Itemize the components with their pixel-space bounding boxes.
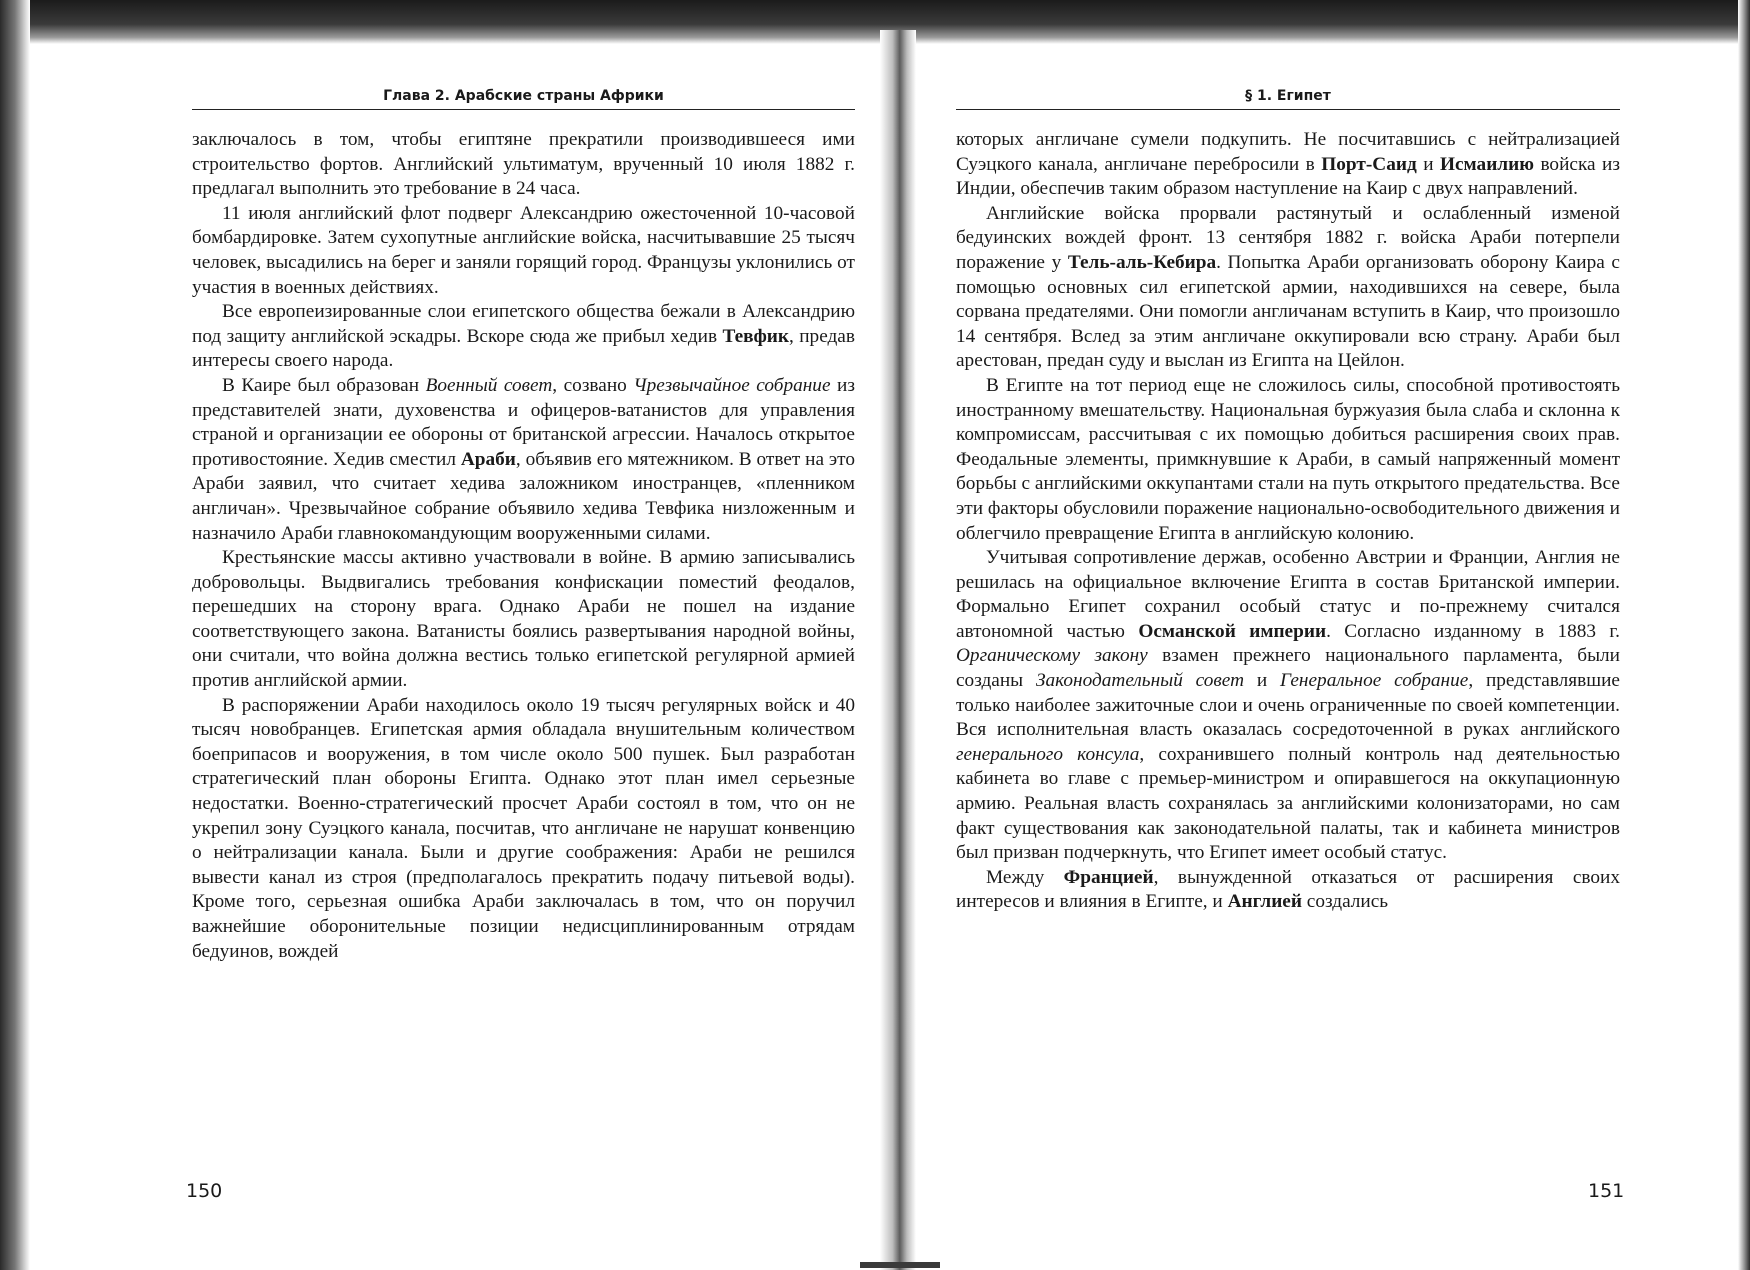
scanner-shadow-top — [0, 0, 1750, 44]
left-page-number: 150 — [186, 1180, 223, 1202]
text-run: , предав интересы своего народа. — [192, 325, 855, 372]
italic-term: Чрезвычайное собрание — [633, 374, 831, 396]
bold-term: Араби — [460, 448, 516, 470]
right-page — [956, 88, 1620, 915]
text-run: которых англичане сумели подкупить. Не посчитавшись с нейтрализацией Суэцкого канала, англичане перебросили в — [956, 129, 1620, 175]
text-run: Английские войска прорвали растянутый и ослабленный изменой бедуинских вождей фронт. 13 сентября 1882 г. войска Араби потерпели поражение у — [956, 202, 1620, 273]
text-run: Все европеизированные слои египетского общества бежали в Александрию под защиту английской эскадры. Вскоре сюда же прибыл хедив — [192, 301, 855, 347]
paragraph — [192, 694, 855, 965]
bold-term: Османской империи — [1138, 620, 1327, 642]
text-run: В распоряжении Араби находилось около 19 тысяч регулярных войск и 40 тысяч новобранцев. Египетская армия обладала внушительным количеством боеприпасов и вооружения, в том числе около 500 пушек. Был разработан стратегический план обороны Египта. Однако этот план имел серьезные недостатки. Военно-стратегический просчет Араби состоял в том, что он не укрепил зону Суэцкого канала, посчитав, что англичане не нарушат конвенцию о нейтрализации канала. Были и другие соображения: Араби не решился вывести канал из строя (предполагалось прекратить подачу питьевой воды). Кроме того, серьезная ошибка Араби заключалась в том, что он поручил важнейшие оборонительные позиции недисциплинированным отрядам бедуинов, вождей — [192, 694, 855, 962]
right-page-text — [956, 128, 1620, 915]
paragraph — [956, 546, 1620, 866]
text-run: создались — [1301, 891, 1389, 913]
paragraph — [192, 300, 855, 374]
text-run: , объявив его мятежником. В ответ на это Араби заявил, что считает хедива заложником иностранцев, «пленником англичан». Чрезвычайное собрание объявило хедива Тевфика низложенным и назначило Араби главнокомандующим вооруженными силами. — [192, 448, 855, 544]
italic-term: Генеральное собрание — [1279, 670, 1469, 692]
text-run: , вынужденной отказаться от расширения своих интересов и влияния в Египте, и — [956, 866, 1620, 913]
bold-term: Тель-аль-Кебира — [1067, 251, 1217, 273]
text-run: 11 июля английский флот подверг Александрию ожесточенной 10-часовой бомбардировке. Затем сухопутные английские войска, насчитывавшие 25 тысяч человек, высадились на берег и заняли горящий город. Французы уклонились от участия в военных действиях. — [192, 202, 855, 298]
scanner-shadow-left — [0, 0, 30, 1270]
bold-term: Порт-Саид — [1321, 153, 1417, 175]
text-run: из представителей знати, духовенства и офицеров-ватанистов для управления страной и организации ее обороны от британской агрессии. Началось открытое противостояние. Хедив сместил — [192, 374, 855, 470]
text-run: Крестьянские массы активно участвовали в войне. В армию записывались добровольцы. Выдвигались требования конфискации поместий феодалов, перешедших на сторону врага. Однако Араби не пошел на издание соответствующего закона. Ватанисты боялись развертывания народной войны, они считали, что война должна вестись только египетской регулярной армией против английской армии. — [192, 547, 855, 692]
text-run: и — [1416, 153, 1440, 175]
text-run: , представлявшие только наиболее зажиточные слои и очень ограниченные по своей компетенции. Вся исполнительная власть оказалась сосредоточенной в руках английского — [956, 670, 1620, 741]
text-run: войска из Индии, обеспечив таким образом наступление на Каир с двух направлений. — [956, 153, 1620, 200]
left-running-head: Глава 2. Арабские страны Африки — [192, 88, 855, 110]
paragraph — [192, 374, 855, 546]
text-run: . Согласно изданному в 1883 г. — [1326, 620, 1620, 642]
italic-term: Военный совет — [425, 374, 553, 396]
italic-term: генерального консула — [956, 743, 1140, 765]
text-run: , сохранившего полный контроль над деятельностью кабинета во главе с премьер-министром и опиравшегося на оккупационную армию. Реальная власть сохранялась за английскими колонизаторами, но сам факт существования как законодательной палаты, так и кабинета министров был призван подчеркнуть, что Египет имеет особый статус. — [956, 743, 1620, 864]
text-run: Учитывая сопротивление держав, особенно Австрии и Франции, Англия не решилась на официальное включение Египта в состав Британской империи. Формально Египет сохранил особый статус и по-прежнему считался автономной частью — [956, 547, 1620, 642]
text-run: , созвано — [552, 374, 634, 396]
bold-term: Англией — [1227, 891, 1302, 913]
italic-term: Законодательный совет — [1035, 670, 1244, 692]
text-run: взамен прежнего национального парламента, были созданы — [956, 645, 1620, 692]
bold-term: Тевфик — [722, 325, 790, 347]
scanner-shadow-right — [1738, 0, 1750, 1270]
left-page-text — [192, 128, 855, 964]
paragraph — [192, 202, 855, 300]
paragraph — [956, 866, 1620, 915]
bold-term: Францией — [1063, 866, 1154, 888]
text-run: В Каире был образован — [222, 374, 426, 396]
left-page — [192, 88, 855, 964]
paragraph — [956, 128, 1620, 202]
paragraph — [192, 546, 855, 694]
italic-term: Органическому закону — [956, 645, 1148, 667]
paragraph — [192, 128, 855, 202]
text-run: заключалось в том, чтобы египтяне прекратили производившееся ими строительство фортов. Английский ультиматум, врученный 10 июля 1882 г. предлагал выполнить это требование в 24 часа. — [192, 129, 855, 200]
right-page-number: 151 — [1588, 1180, 1625, 1202]
paragraph — [956, 374, 1620, 546]
paragraph — [956, 202, 1620, 374]
text-run: Между — [986, 866, 1064, 888]
right-running-head: § 1. Египет — [956, 88, 1620, 110]
bold-term: Исмаилию — [1440, 153, 1534, 175]
text-run: и — [1244, 670, 1280, 692]
text-run: . Попытка Араби организовать оборону Каира с помощью основных сил египетской армии, находившихся на севере, была сорвана предателями. Они помогли англичанам вступить в Каир, что произошло 14 сентября. Вслед за этим англичане оккупировали всю страну. Араби был арестован, предан суду и выслан из Египта на Цейлон. — [956, 251, 1620, 372]
gutter-bottom-mark — [860, 1262, 940, 1268]
text-run: В Египте на тот период еще не сложилось силы, способной противостоять иностранному вмешательству. Национальная буржуазия была слаба и склонна к компромиссам, рассчитывая с их помощью добиться расширения своих прав. Феодальные элементы, примкнувшие к Араби, в самый напряженный момент борьбы с английскими оккупантами стали на путь открытого предательства. Все эти факторы обусловили поражение национально-освободительного движения и облегчило превращение Египта в английскую колонию. — [956, 374, 1620, 544]
book-gutter — [880, 30, 916, 1270]
